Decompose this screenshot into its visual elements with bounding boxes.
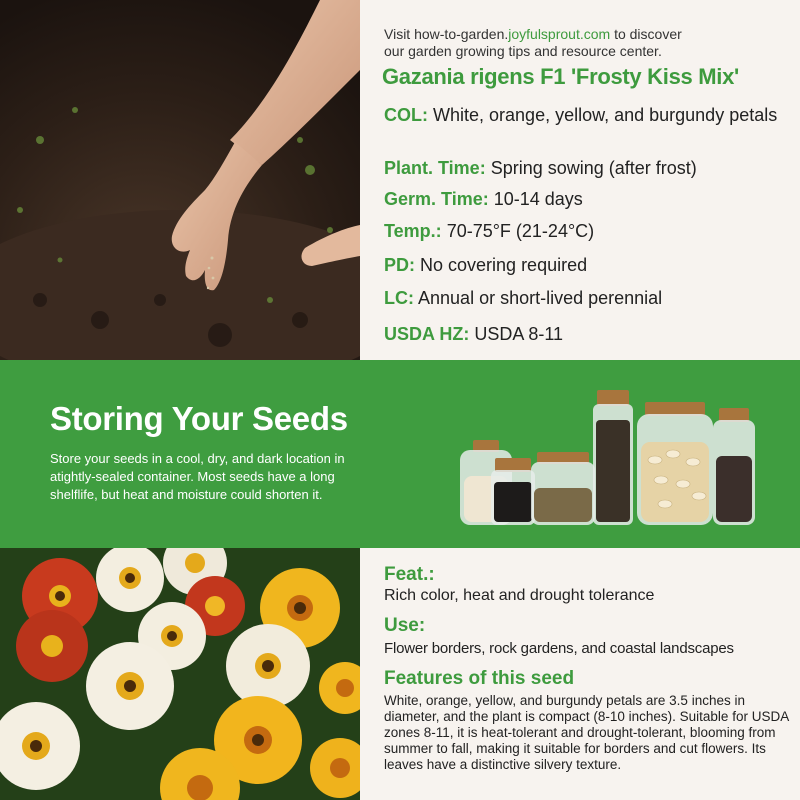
spec-color [384,104,794,126]
spec-usda-zone [384,323,794,345]
flower-red [16,610,88,682]
spec-value: White, orange, yellow, and burgundy petals [433,105,778,125]
spec-key: USDA HZ: [384,324,470,344]
spec-planting-depth [384,254,794,276]
feature-text: Rich color, heat and drought tolerance [384,587,655,604]
spec-temperature [384,220,794,242]
spec-key: Plant. Time: [384,158,486,178]
visit-suffix: to discover [610,26,682,42]
spec-key: LC: [384,288,414,308]
spec-life-cycle [384,287,794,309]
spec-key: Germ. Time: [384,189,489,209]
storing-seeds-band [0,360,800,548]
hand-sowing-seeds-photo [0,0,360,360]
flower-white [226,624,310,708]
spec-germination-time [384,188,794,210]
spec-value: Spring sowing (after frost) [490,158,697,178]
visit-prefix: Visit how-to-garden. [384,26,509,42]
flower-white [86,642,174,730]
visit-line-2: our garden growing tips and resource center. [384,43,662,59]
spec-key: PD: [384,255,415,275]
gazania-flowers-illustration [0,548,360,800]
storing-text: Store your seeds in a cool, dry, and dark location in atightly-sealed container. Most seeds have a long shelflife, but heat and moisture could shorten it. [50,451,345,502]
spec-value: 10-14 days [493,189,583,209]
spec-planting-time [384,157,794,179]
product-info-panel [360,0,800,360]
features-panel [360,548,800,800]
website-link[interactable]: joyfulsprout.com [508,26,611,42]
spec-value: USDA 8-11 [474,324,564,344]
spec-key: COL: [384,105,428,125]
feature-label: Feat.: [384,564,435,585]
soil-hand-illustration [0,0,360,360]
spec-key: Temp.: [384,221,442,241]
gazania-flowers-photo [0,548,360,800]
seed-features-label: Features of this seed [384,668,575,689]
storing-title: Storing Your Seeds [50,400,348,437]
use-text: Flower borders, rock gardens, and coastal landscapes [384,640,734,657]
jar-mixed-beans [713,408,755,525]
spec-value: 70-75°F (21-24°C) [446,221,595,241]
spec-value: No covering required [420,255,588,275]
jar-grass-seeds [531,452,595,525]
jar-pumpkin-seeds [637,402,713,525]
jar-tall-dark-seeds [593,390,633,525]
seed-jars-illustration [455,380,765,530]
product-title: Gazania rigens F1 'Frosty Kiss Mix' [382,64,739,89]
visit-website-note [384,26,784,60]
top-section [0,0,800,360]
seed-features-text: White, orange, yellow, and burgundy petals are 3.5 inches in diameter, and the plant is compact (8-10 inches). Suitable for USDA zones 8-11, it is heat-tolerant and drought-tolerant, blooming from summer to fall, making it suitable for borders and cut flowers. Its leaves have a distinctive silvery texture. [384,693,789,772]
jar-black-seeds [491,458,535,525]
spec-value: Annual or short-lived perennial [418,288,663,308]
use-label: Use: [384,615,426,636]
